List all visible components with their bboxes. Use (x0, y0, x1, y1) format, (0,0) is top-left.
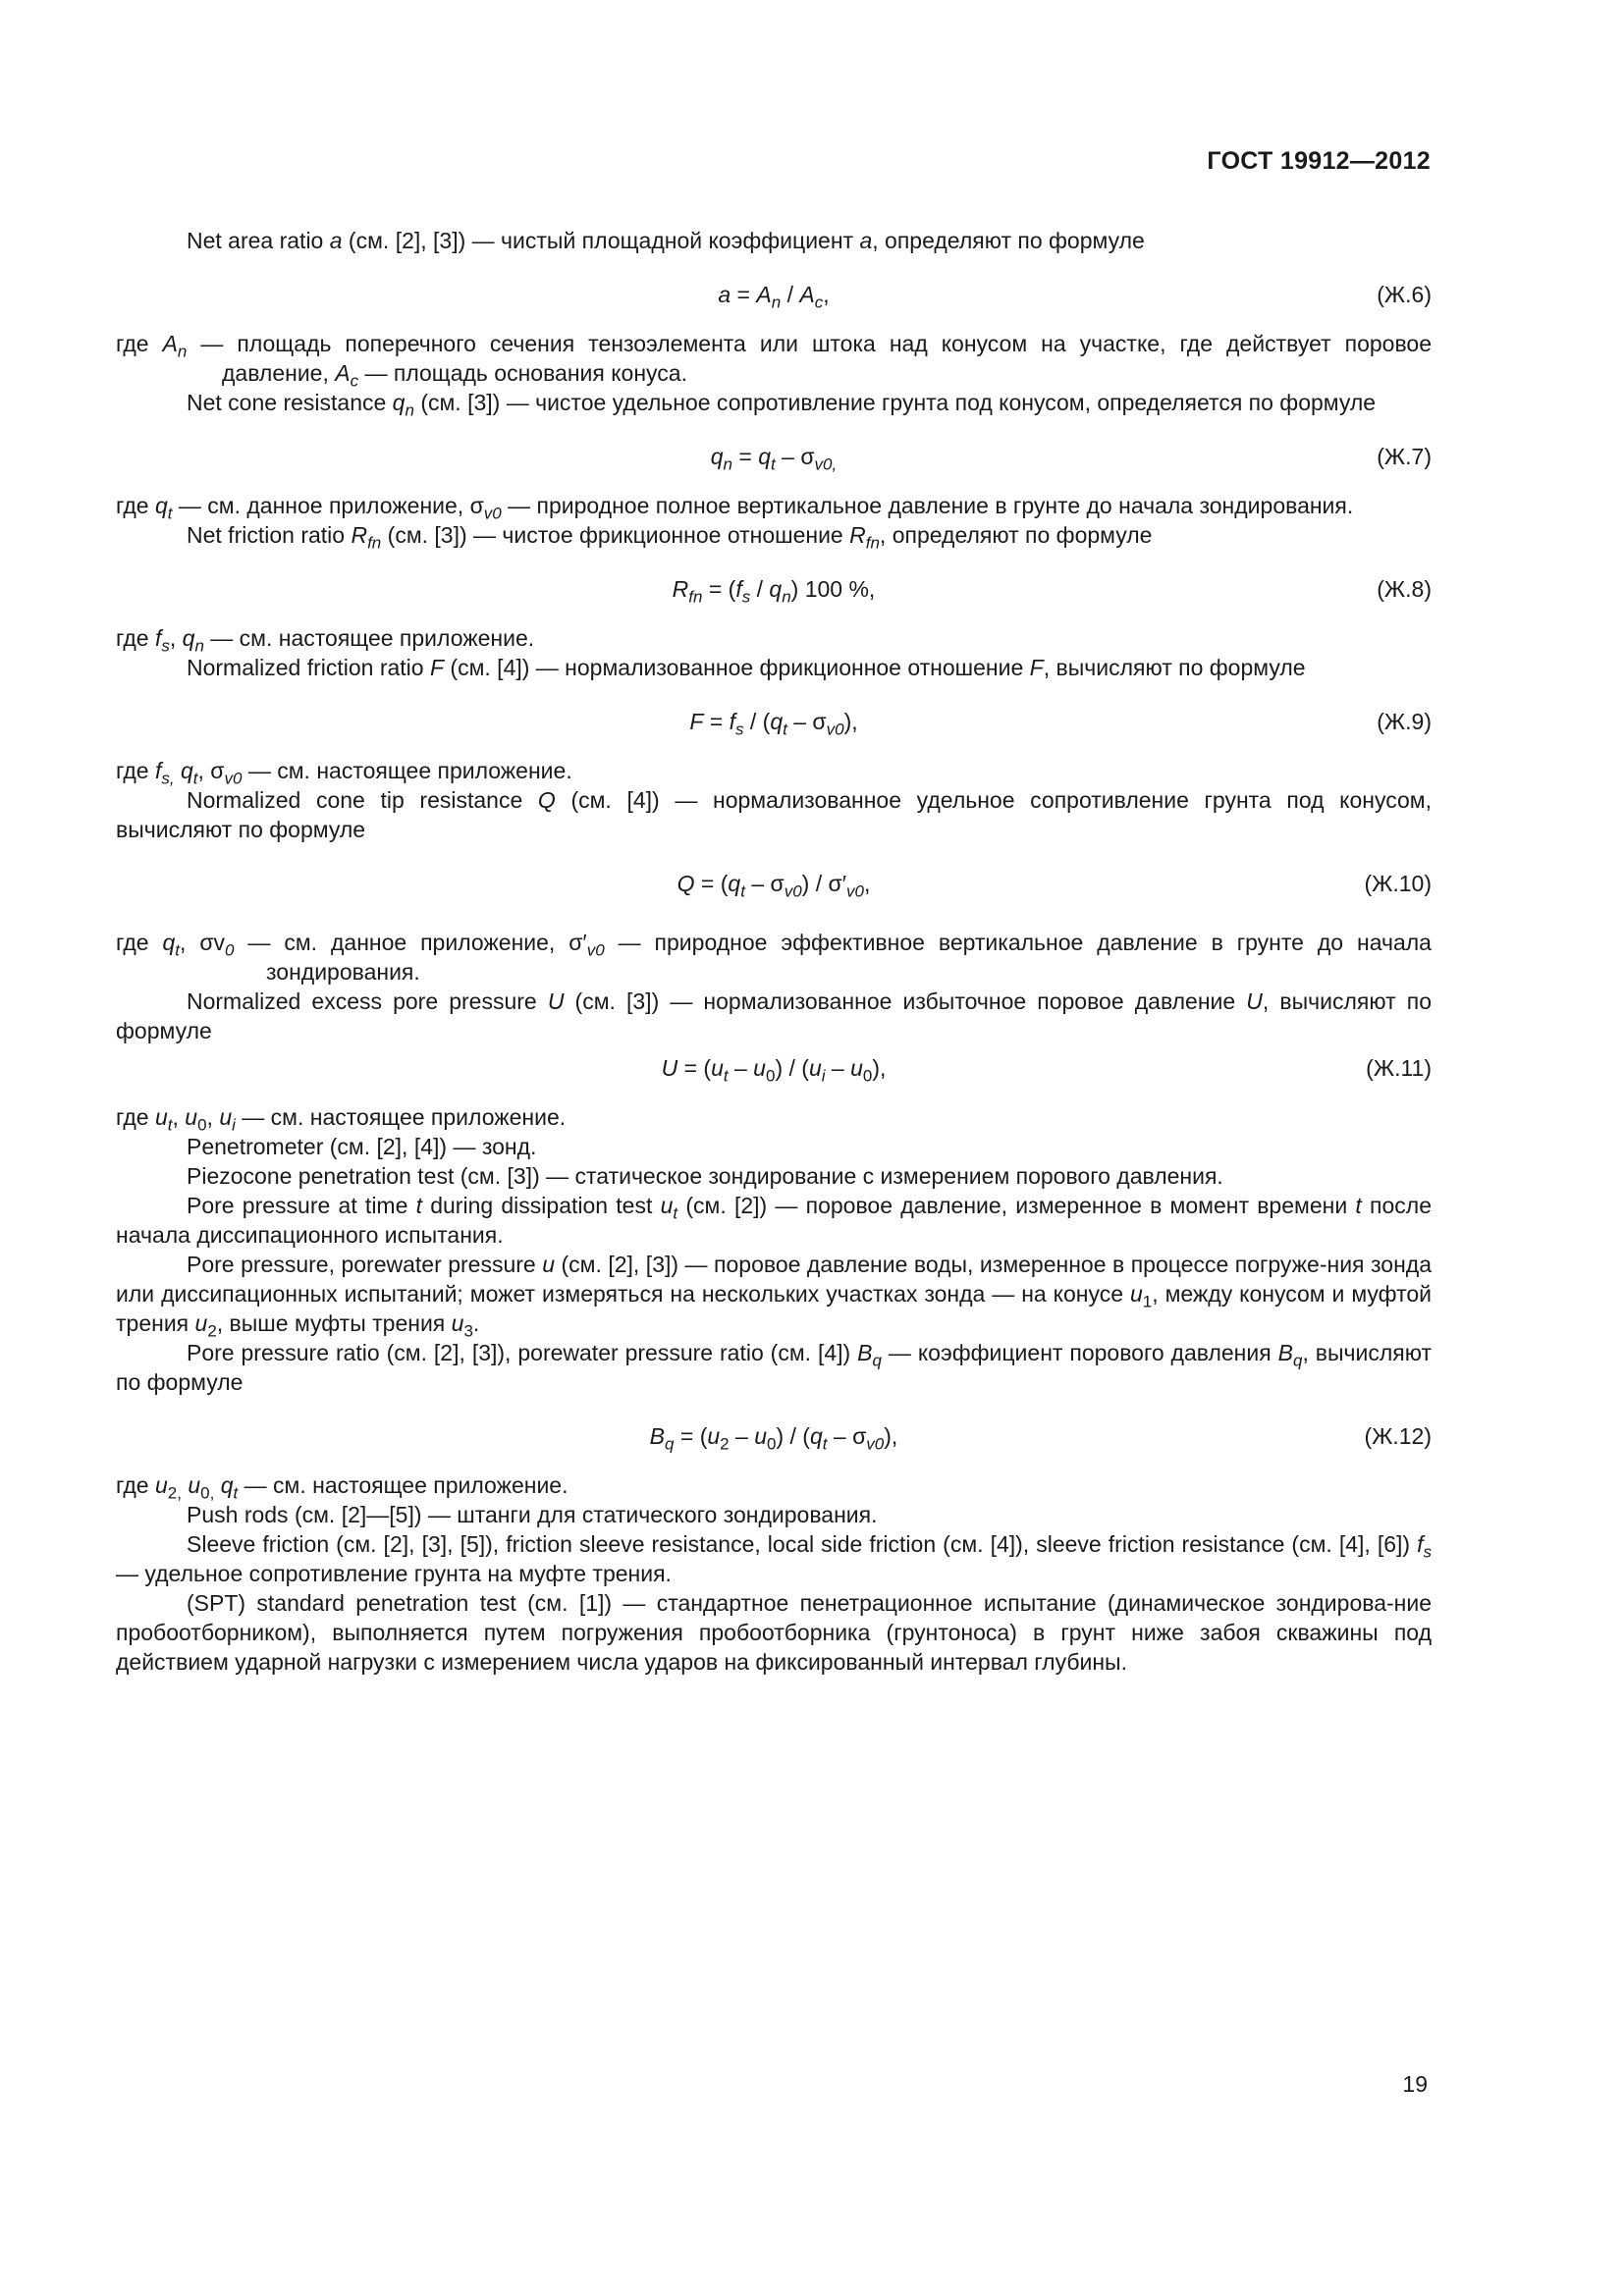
formula-expression: $q_n = q_t - \sigma_{v0,}$ (710, 444, 838, 474)
paragraph-where-fs-qn: где $f_s$, $q_n$ — см. настоящее приложение. (116, 625, 535, 656)
document-body (116, 226, 1432, 1677)
formula-zh9 (116, 707, 1432, 739)
formula-number: (Ж.11) (1366, 1055, 1432, 1081)
paragraph-push-rods: Push rods (см. [2]—[5]) — штанги для статического зондирования. (187, 1502, 878, 1527)
formula-zh8 (116, 574, 1432, 607)
formula-expression: $U = (u_t - u_0) / (u_i - u_0)$, (661, 1055, 887, 1086)
paragraph-spt: (SPT) standard penetration test (см. [1]) — стандартное пенетрационное испытание (динамическое зондирова-ние пробоотборником), выполняется путем погружения пробоотборника (грунтоноса) в грунт ниже забоя скважины под действием ударной нагрузки с измерением числа ударов на фиксированный интервал глубины. (116, 1590, 1432, 1675)
paragraph-where-u2-u0-qt: где $u_{2,}$ $u_{0,}$ $q_t$ — см. настоящее приложение. (116, 1472, 568, 1503)
paragraph-net-cone-resistance: Net cone resistance $q_n$ (см. [3]) — чистое удельное сопротивление грунта под конусом, определяется по формуле (187, 390, 1377, 420)
paragraph-where-an: где $A_n$ — площадь поперечного сечения тензоэлемента или штока над конусом на участке, где действует поровое давление, $A_c$ — площадь основания конуса. (116, 331, 1432, 391)
formula-number: (Ж.10) (1364, 871, 1432, 896)
formula-number: (Ж.7) (1377, 444, 1432, 469)
formula-zh11 (116, 1053, 1432, 1086)
formula-expression: $B_q = (u_2 - u_0) / (q_t - \sigma_{v0})$, (649, 1423, 898, 1454)
paragraph-where-ut-u0-ui: где $u_t$, $u_0$, $u_i$ — см. настоящее приложение. (116, 1104, 567, 1135)
formula-number: (Ж.8) (1377, 576, 1432, 602)
formula-number: (Ж.9) (1377, 709, 1432, 734)
formula-expression: $a = A_n / A_c$, (718, 282, 830, 312)
paragraph-net-friction-ratio: Net friction ratio $R_{fn}$ (см. [3]) — чистое фрикционное отношение $R_{fn}$, определяют по формуле (187, 522, 1153, 553)
formula-zh7 (116, 442, 1432, 474)
paragraph-normalized-cone-tip: Normalized cone tip resistance Q (см. [4]) — нормализованное удельное сопротивление грунта под конусом, вычисляют по формуле (116, 787, 1432, 842)
page-number: 19 (1402, 2071, 1428, 2097)
formula-expression: $R_{fn} = (f_s / q_n)$ 100 %, (672, 576, 876, 607)
paragraph-pore-pressure-time: Pore pressure at time t during dissipation test $u_t$ (см. [2]) — поровое давление, измеренное в момент времени t после начала диссипационного испытания. (116, 1193, 1432, 1248)
paragraph-piezocone: Piezocone penetration test (см. [3]) — статическое зондирование с измерением порового давления. (187, 1163, 1223, 1189)
formula-expression: $Q = (q_t - \sigma_{v0}) / \sigma'_{v0}$, (677, 871, 871, 901)
paragraph-where-qt: где $q_t$ — см. данное приложение, $\sigma_{v0}$ — природное полное вертикальное давление в грунте до начала зондирования. (116, 493, 1354, 523)
paragraph-pore-pressure-ratio: Pore pressure ratio (см. [2], [3]), porewater pressure ratio (см. [4]) $B_q$ — коэффициент порового давления $B_q$, вычисляют по формуле (116, 1340, 1432, 1395)
document-header: ГОСТ 19912—2012 (1207, 147, 1431, 175)
formula-number: (Ж.6) (1377, 282, 1432, 307)
paragraph-where-fs-qt-sigma: где $f_{s,}$ $q_t$, $\sigma_{v0}$ — см. настоящее приложение. (116, 758, 572, 788)
formula-zh10 (116, 869, 1432, 908)
paragraph-normalized-friction-ratio: Normalized friction ratio F (см. [4]) — нормализованное фрикционное отношение F, вычисляют по формуле (187, 655, 1306, 680)
paragraph-normalized-excess-pore: Normalized excess pore pressure U (см. [3]) — нормализованное избыточное поровое давление U, вычисляют по формуле (116, 988, 1432, 1043)
paragraph-penetrometer: Penetrometer (см. [2], [4]) — зонд. (187, 1134, 537, 1159)
paragraph-where-sigma-eff: где $q_t$, $\sigma v_0$ — см. данное приложение, $\sigma'_{v0}$ — природное эффективное вертикальное давление в грунте до начала зондирования. (116, 930, 1432, 985)
paragraph-sleeve-friction: Sleeve friction (см. [2], [3], [5]), friction sleeve resistance, local side friction (см. [4]), sleeve friction resistance (см. [4], [6]) $f_s$ — удельное сопротивление грунта на муфте трения. (116, 1531, 1432, 1586)
formula-expression: $F = f_s / (q_t - \sigma_{v0})$, (689, 709, 858, 739)
paragraph-pore-pressure: Pore pressure, porewater pressure u (см. [2], [3]) — поровое давление воды, измеренное в процессе погруже-ния зонда или диссипационных испытаний; может измеряться на нескольких участках зонда — на конусе $u_1$, между конусом и муфтой трения $u_2$, выше муфты трения $u_3$. (116, 1252, 1432, 1341)
formula-zh12 (116, 1421, 1432, 1454)
formula-zh6 (116, 280, 1432, 312)
formula-number: (Ж.12) (1364, 1423, 1432, 1449)
paragraph-net-area-ratio: Net area ratio a (см. [2], [3]) — чистый площадной коэффициент a, определяют по формуле (187, 228, 1145, 253)
